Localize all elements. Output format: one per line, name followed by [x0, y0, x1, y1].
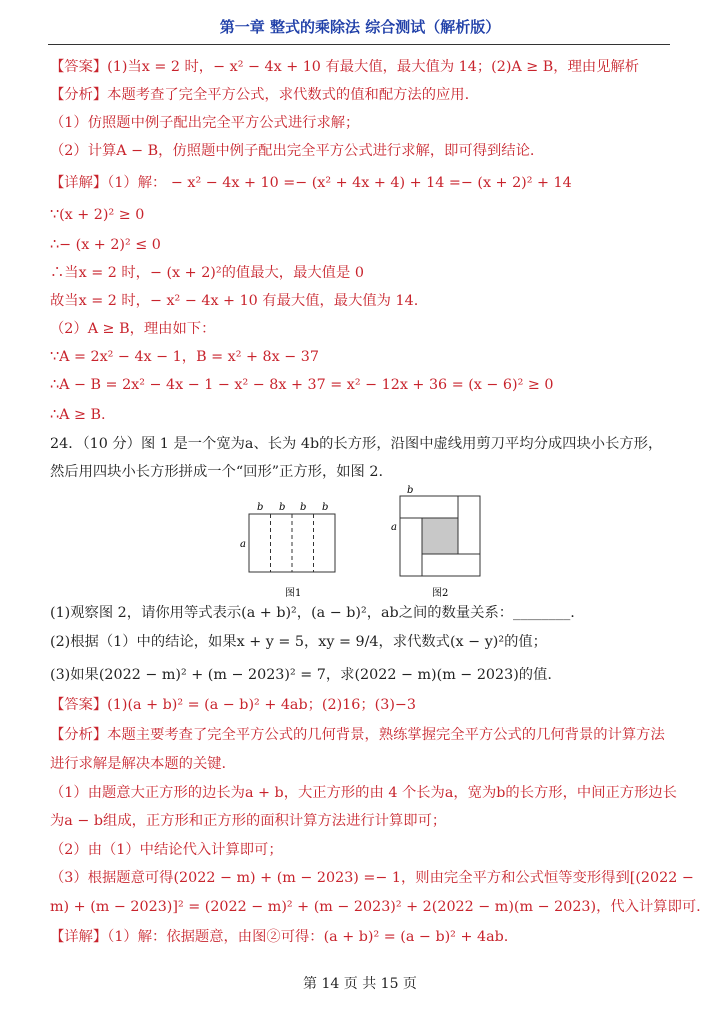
solution-line: （2）计算A − B，仿照题中例子配出完全平方公式进行求解，即可得到结论. — [50, 143, 535, 159]
question-line: (1)观察图 2，请你用等式表示(a + b)²，(a − b)²，ab之间的数量关系：________. — [50, 605, 575, 621]
solution-line: ∵A = 2x² − 4x − 1，B = x² + 8x − 37 — [50, 349, 319, 365]
fig2-label-a: a — [391, 522, 397, 533]
figure-rectangles — [240, 485, 496, 602]
fig1-label-a: a — [240, 539, 246, 550]
solution-line: （3）根据题意可得(2022 − m) + (m − 2023) =− 1，则由完全平方和公式恒等变形得到[(2022 − — [50, 870, 694, 886]
fig2-caption: 图2 — [432, 588, 449, 599]
page-title: 第一章 整式的乘除法 综合测试（解析版） — [219, 18, 501, 36]
solution-line: （2）A ≥ B，理由如下： — [50, 321, 216, 337]
fig1-caption: 图1 — [285, 588, 302, 599]
solution-line: ∴A − B = 2x² − 4x − 1 − x² − 8x + 37 = x² − 12x + 36 = (x − 6)² ≥ 0 — [50, 377, 554, 393]
question-line: (2)根据（1）中的结论，如果x + y = 5，xy = 9/4，求代数式(x − y)²的值； — [50, 634, 547, 650]
solution-line: 【分析】本题主要考查了完全平方公式的几何背景，熟练掌握完全平方公式的几何背景的计算方法 — [50, 727, 665, 743]
fig1-label-b: b — [300, 502, 307, 513]
solution-line: 故当x = 2 时，− x² − 4x + 10 有最大值，最大值为 14. — [50, 293, 419, 309]
solution-line: 【答案】(1)(a + b)² = (a − b)² + 4ab；(2)16；(3)−3 — [50, 697, 416, 713]
solution-line: 为a − b组成，正方形和正方形的面积计算方法进行计算即可； — [50, 813, 447, 829]
solution-line: ∴A ≥ B. — [50, 407, 106, 423]
fig1-label-b: b — [322, 502, 329, 513]
question-line: (3)如果(2022 − m)² + (m − 2023)² = 7，求(2022 − m)(m − 2023)的值. — [50, 667, 552, 683]
fig1-label-b: b — [257, 502, 264, 513]
solution-line: （1）仿照题中例子配出完全平方公式进行求解； — [50, 115, 360, 131]
solution-line: 【详解】（1）解： − x² − 4x + 10 =− (x² + 4x + 4) + 14 =− (x + 2)² + 14 — [50, 175, 572, 191]
page-footer: 第 14 页 共 15 页 — [303, 976, 417, 992]
fig1-label-b: b — [279, 502, 286, 513]
solution-line: ∴− (x + 2)² ≤ 0 — [50, 237, 161, 253]
figure-2 — [391, 485, 480, 599]
fig2-label-b: b — [407, 485, 414, 496]
solution-line: ∴当x = 2 时，− (x + 2)²的值最大，最大值是 0 — [50, 265, 364, 281]
figure-1 — [240, 502, 335, 599]
solution-line: 【答案】(1)当x = 2 时，− x² − 4x + 10 有最大值，最大值为 14；(2)A ≥ B，理由见解析 — [50, 59, 640, 75]
question-line: 然后用四块小长方形拼成一个“回形”正方形，如图 2. — [50, 464, 384, 480]
question-line: 24．（10 分）图 1 是一个宽为a、长为 4b的长方形，沿图中虚线用剪刀平均分成四块小长方形， — [50, 436, 663, 452]
solution-line: （1）由题意大正方形的边长为a + b，大正方形的由 4 个长为a，宽为b的长方形，中间正方形边长 — [50, 785, 677, 801]
solution-line: ∵(x + 2)² ≥ 0 — [50, 207, 145, 223]
solution-line: 进行求解是解决本题的关键. — [50, 756, 227, 772]
solution-line: 【分析】本题考查了完全平方公式，求代数式的值和配方法的应用. — [50, 87, 470, 103]
solution-line: m) + (m − 2023)]² = (2022 − m)² + (m − 2023)² + 2(2022 − m)(m − 2023)，代入计算即可. — [50, 899, 701, 915]
solution-line: （2）由（1）中结论代入计算即可； — [50, 842, 283, 858]
solution-line: 【详解】（1）解：依据题意，由图②可得：(a + b)² = (a − b)² + 4ab. — [50, 929, 509, 945]
header-divider — [48, 44, 670, 45]
fig2-inner-square — [422, 518, 458, 554]
